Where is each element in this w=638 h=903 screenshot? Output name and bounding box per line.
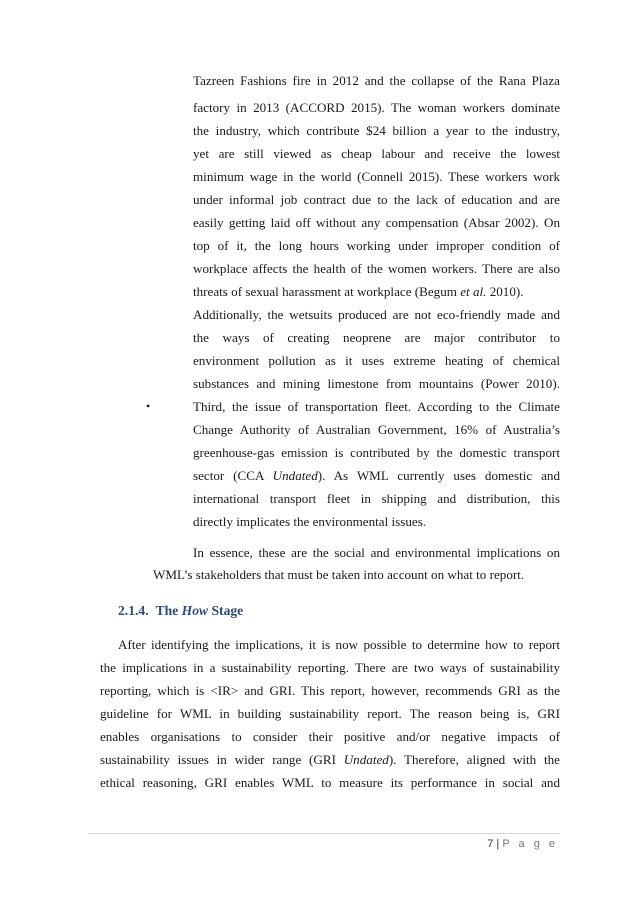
italic-citation: et al. [460, 284, 487, 299]
text-line: the industry, which contribute $24 billion a year to the industry, [193, 123, 560, 138]
text-line: threats of sexual harassment at workplace (Begum et al. 2010). [193, 284, 524, 299]
text-line: Tazreen Fashions fire in 2012 and the collapse of the Rana Plaza [193, 73, 560, 88]
text-line: minimum wage in the world (Connell 2015). These workers work [193, 169, 560, 184]
text-line: top of it, the long hours working under improper condition of [193, 238, 560, 253]
page-label: P a g e [502, 838, 558, 850]
page-footer [487, 838, 558, 850]
text-line: Additionally, the wetsuits produced are not eco-friendly made and [193, 307, 560, 322]
section-heading: 2.1.4. The How Stage [118, 603, 244, 618]
italic-citation: Undated [343, 752, 389, 767]
text-line: the ways of creating neoprene are major contributor to [193, 330, 560, 345]
bullet-icon: • [146, 399, 151, 413]
text-line: After identifying the implications, it is now possible to determine how to report [118, 637, 560, 652]
text-line: sustainability issues in wider range (GRI Undated). Therefore, aligned with the [100, 752, 560, 767]
text-line: international transport fleet in shipping and distribution, this [193, 491, 560, 506]
page-number: 7 [487, 838, 494, 850]
footer-divider [88, 833, 560, 834]
text-line: directly implicates the environmental issues. [193, 514, 427, 529]
text-line: enables organisations to consider their positive and/or negative impacts of [100, 729, 560, 744]
text-line: Third, the issue of transportation fleet. According to the Climate [193, 399, 560, 414]
text-line: yet are still viewed as cheap labour and receive the lowest [193, 146, 560, 161]
text-line: WML’s stakeholders that must be taken into account on what to report. [153, 567, 525, 582]
text-line: factory in 2013 (ACCORD 2015). The woman workers dominate [193, 100, 560, 115]
text-line: the implications in a sustainability reporting. There are two ways of sustainability [100, 660, 560, 675]
text-line: substances and mining limestone from mountains (Power 2010). [193, 376, 560, 391]
text-line: guideline for WML in building sustainability report. The reason being is, GRI [100, 706, 560, 721]
text-line: workplace affects the health of the women workers. There are also [193, 261, 560, 276]
text-line: under informal job contract due to the lack of education and are [193, 192, 560, 207]
text-line: reporting, which is <IR> and GRI. This report, however, recommends GRI as the [100, 683, 560, 698]
text-line: ethical reasoning, GRI enables WML to measure its performance in social and [100, 775, 560, 790]
text-line: In essence, these are the social and environmental implications on [193, 545, 560, 560]
text-line: Change Authority of Australian Government, 16% of Australia’s [193, 422, 560, 437]
text-line: sector (CCA Undated). As WML currently uses domestic and [193, 468, 561, 483]
footer-separator: | [496, 838, 500, 850]
text-line: greenhouse-gas emission is contributed by the domestic transport [193, 445, 560, 460]
text-line: environment pollution as it uses extreme heating of chemical [193, 353, 560, 368]
italic-citation: Undated [272, 468, 318, 483]
text-line: easily getting laid off without any compensation (Absar 2002). On [193, 215, 560, 230]
